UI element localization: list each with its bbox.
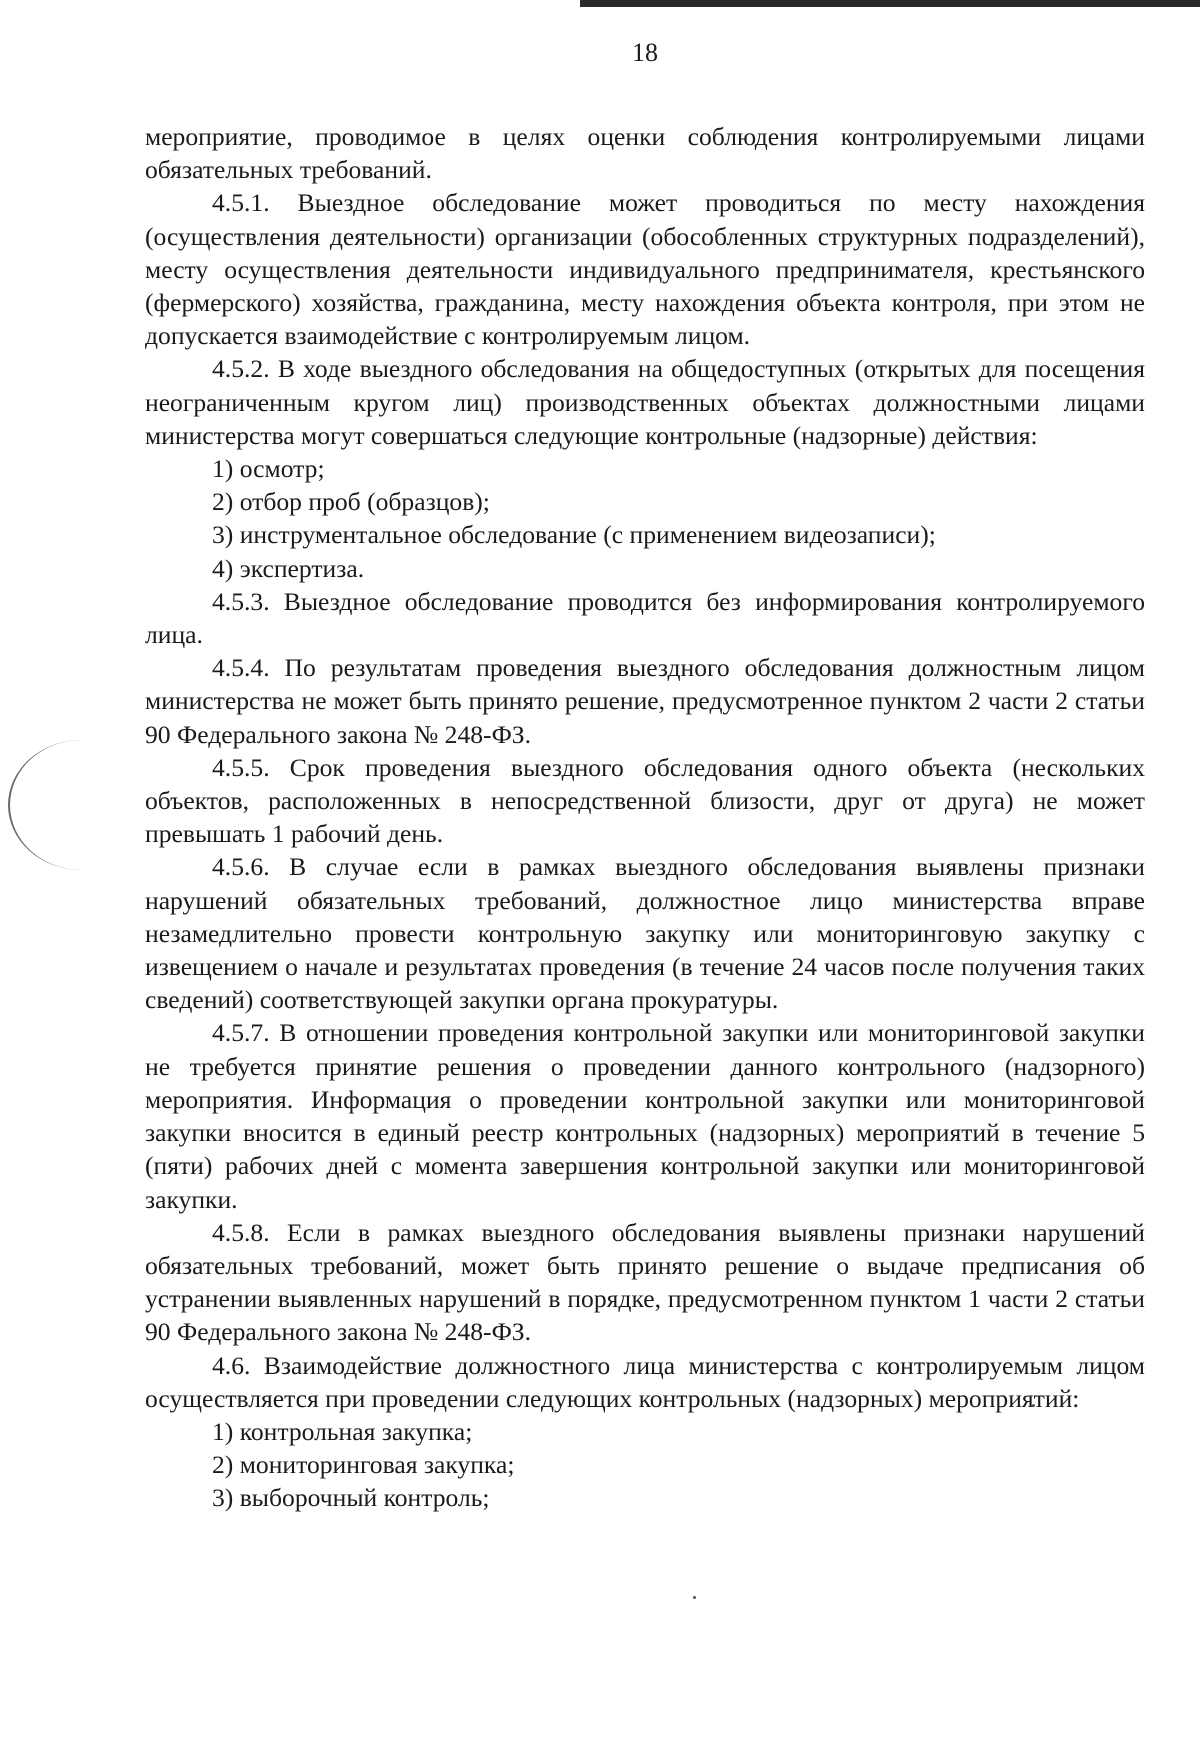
paragraph-4-6: 4.6. Взаимодействие должностного лица министерства с контролируемым лицом осуществляется при проведении следующих контрольных (надзорных) мероприятий: <box>145 1350 1145 1413</box>
paragraph-4-5-7: 4.5.7. В отношении проведения контрольной закупки или мониторинговой закупки не требуется принятие решения о проведении данного контрольного (надзорного) мероприятия. Информация о проведении контрольной закупки или мониторинговой закупки вносится в единый реестр контрольных (надзорных) мероприятий в течение 5 (пяти) рабочих дней с момента завершения контрольной закупки или мониторинговой закупки. <box>145 1018 1145 1214</box>
list-item: 1) контрольная закупка; <box>212 1416 473 1446</box>
punch-hole-mark <box>8 740 100 870</box>
paragraph-continuation: мероприятие, проводимое в целях оценки соблюдения контролируемыми лицами обязательных требований. <box>145 122 1145 185</box>
paragraph-4-5-2: 4.5.2. В ходе выездного обследования на общедоступных (открытых для посещения неограниченным кругом лиц) производственных объектах должностными лицами министерства могут совершаться следующие контрольные (надзорные) действия: <box>145 354 1145 450</box>
scan-speck <box>693 1596 696 1599</box>
event-list <box>145 1415 1145 1515</box>
page-number: 18 <box>632 38 658 67</box>
list-item: 3) выборочный контроль; <box>212 1483 490 1513</box>
action-list <box>145 452 1145 585</box>
paragraph-4-5-4: 4.5.4. По результатам проведения выездного обследования должностным лицом министерства не может быть принято решение, предусмотренное пунктом 2 части 2 статьи 90 Федерального закона № 248-ФЗ. <box>145 653 1145 749</box>
paragraph-4-5-6: 4.5.6. В случае если в рамках выездного обследования выявлены признаки нарушений обязательных требований, должностное лицо министерства вправе незамедлительно провести контрольную закупку или мониторинговую закупку с извещением о начале и результатах проведения (в течение 24 часов после получения таких сведений) соответствующей закупки органа прокуратуры. <box>145 852 1145 1015</box>
paragraph-4-5-8: 4.5.8. Если в рамках выездного обследования выявлены признаки нарушений обязательных требований, может быть принято решение о выдаче предписания об устранении выявленных нарушений в порядке, предусмотренном пунктом 1 части 2 статьи 90 Федерального закона № 248-ФЗ. <box>145 1217 1145 1347</box>
list-item: 2) мониторинговая закупка; <box>212 1450 515 1480</box>
list-item: 1) осмотр; <box>212 454 325 484</box>
scan-edge-bar <box>580 0 1200 7</box>
paragraph-4-5-1: 4.5.1. Выездное обследование может проводиться по месту нахождения (осуществления деятельности) организации (обособленных структурных подразделений), месту осуществления деятельности индивидуального предпринимателя, крестьянского (фермерского) хозяйства, гражданина, месту нахождения объекта контроля, при этом не допускается взаимодействие с контролируемым лицом. <box>145 188 1145 351</box>
list-item: 4) экспертиза. <box>212 553 365 583</box>
paragraph-4-5-5: 4.5.5. Срок проведения выездного обследования одного объекта (нескольких объектов, расположенных в непосредственной близости, друг от друга) не может превышать 1 рабочий день. <box>145 752 1145 849</box>
list-item: 2) отбор проб (образцов); <box>212 487 490 517</box>
paragraph-4-5-3: 4.5.3. Выездное обследование проводится без информирования контролируемого лица. <box>145 586 1145 650</box>
list-item: 3) инструментальное обследование (с применением видеозаписи); <box>212 520 936 550</box>
document-body <box>145 120 1145 1515</box>
